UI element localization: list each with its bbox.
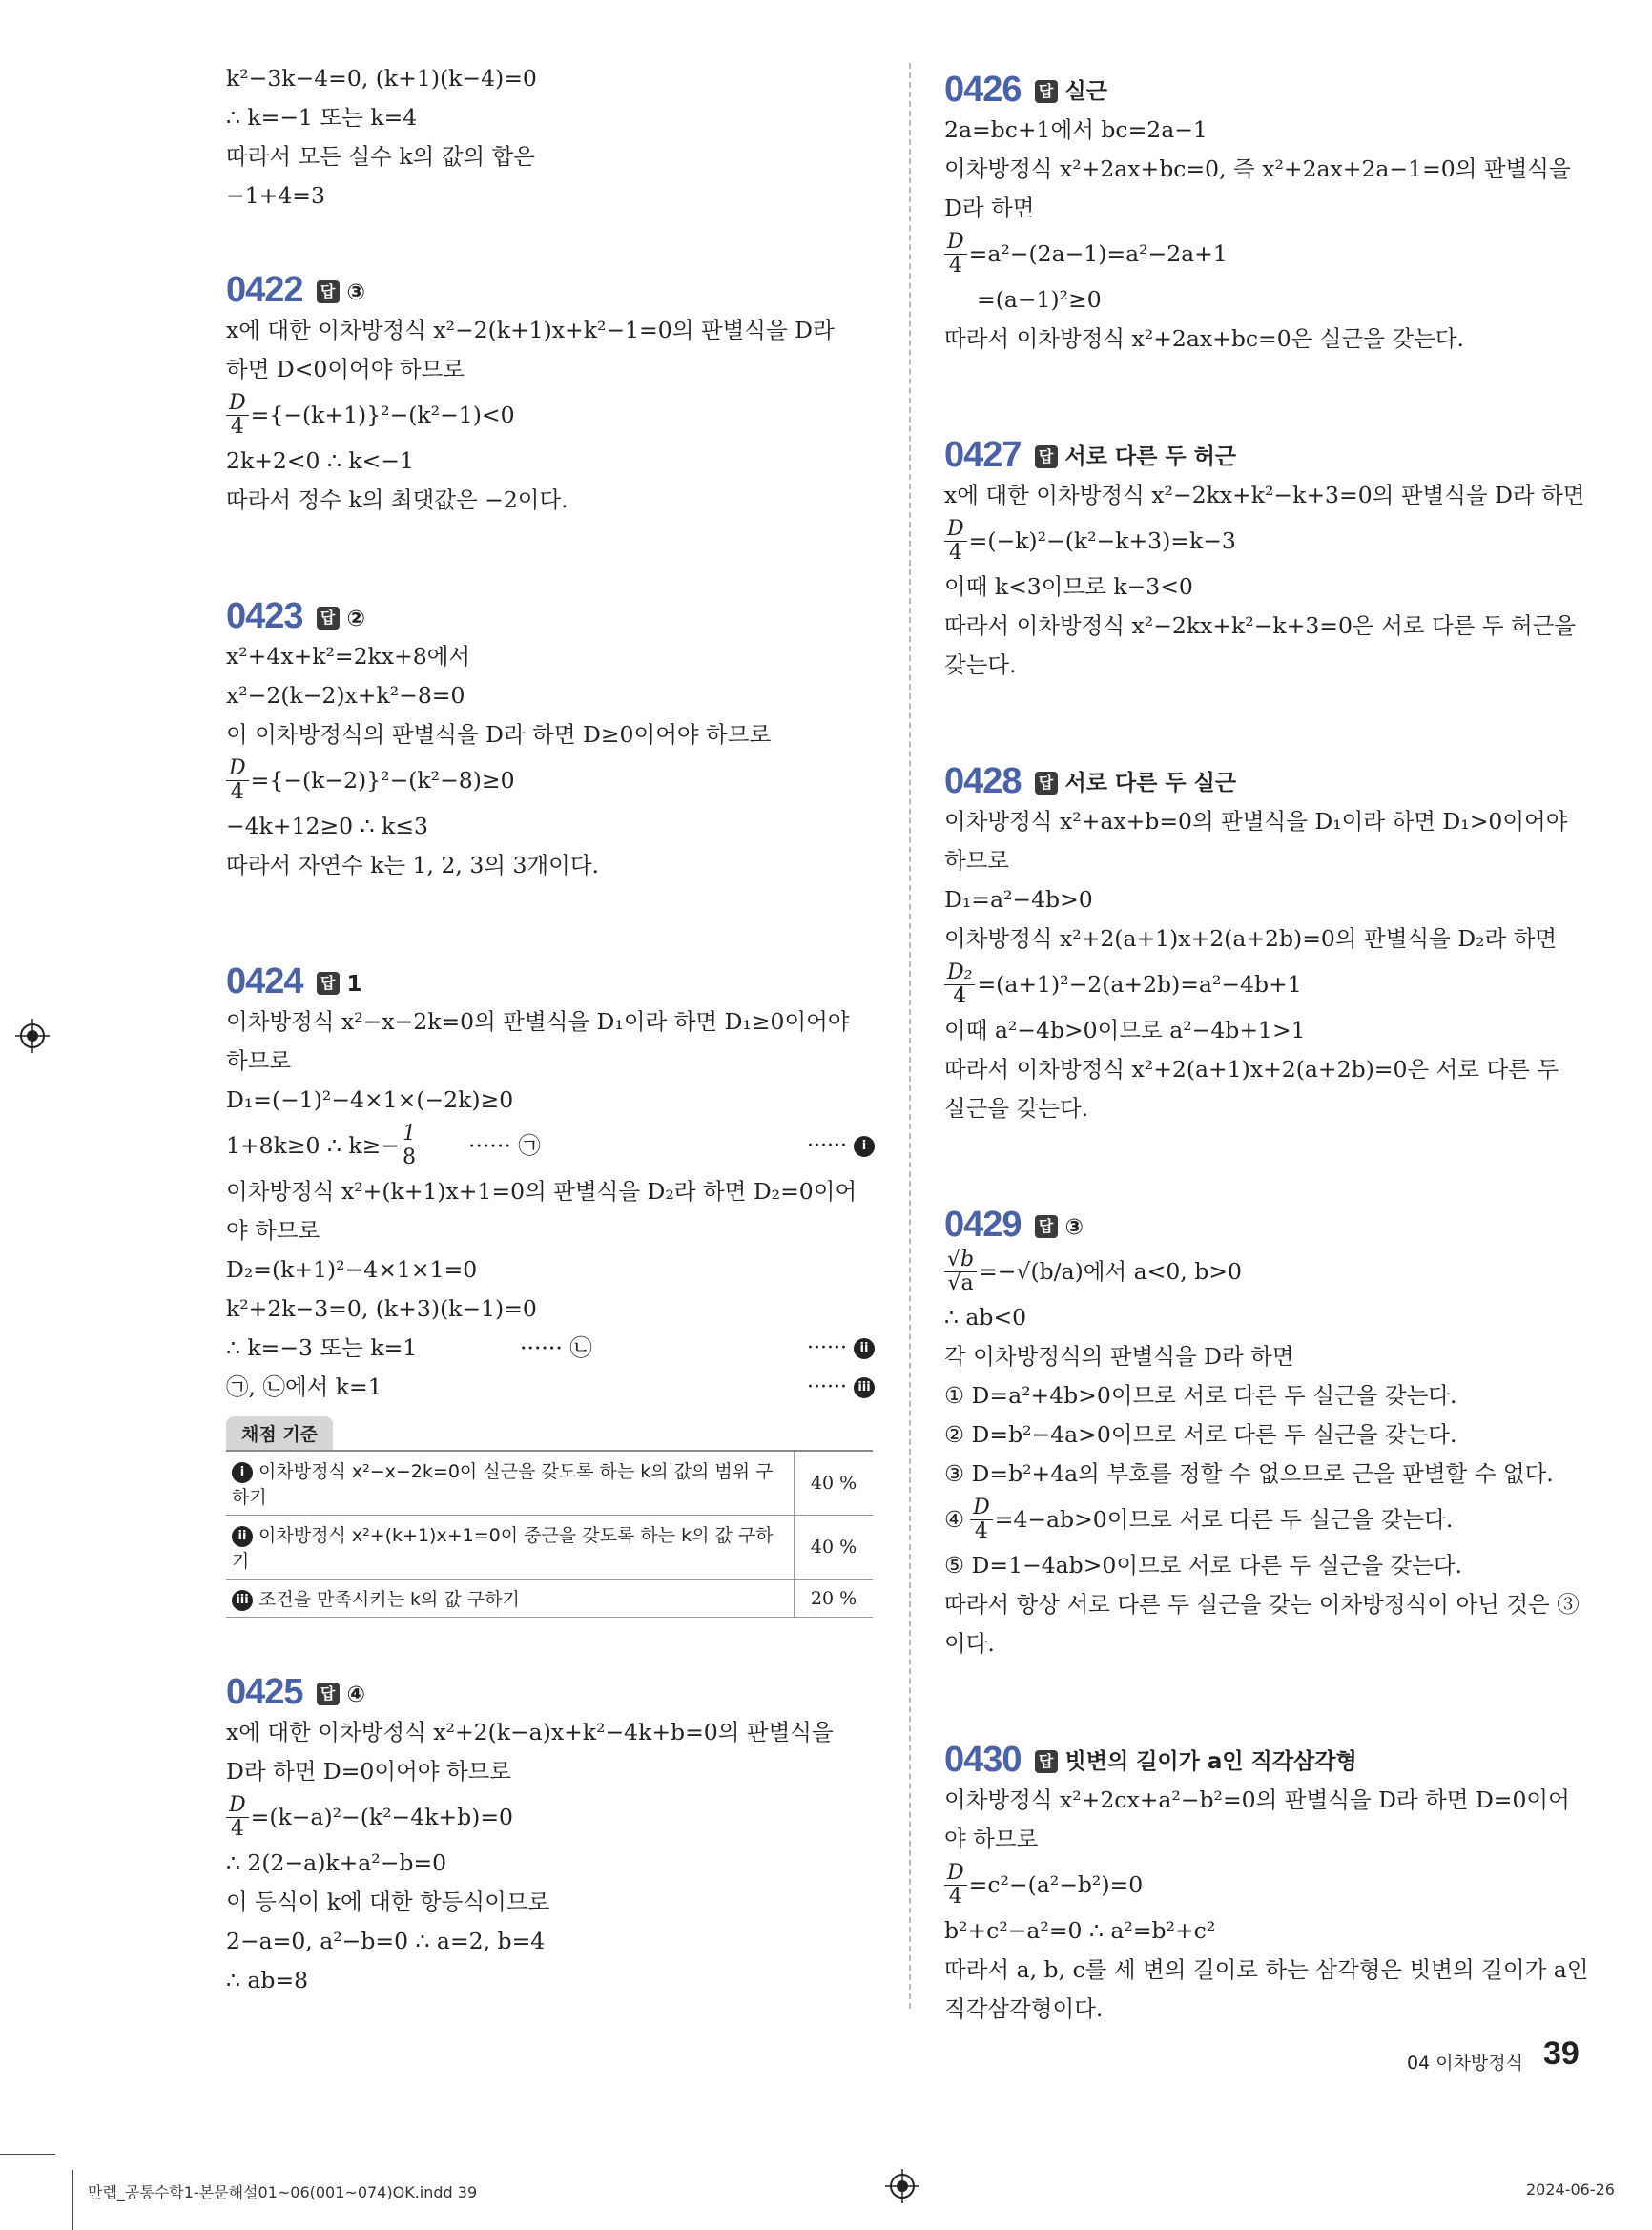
problem-header-0425 [226,1656,875,1711]
answer-badge: 답 [317,280,340,303]
fraction-line [226,1791,875,1844]
fraction-line [944,1246,1593,1298]
problem-number: 0426 [944,70,1022,110]
grading-criterion: iii 조건을 만족시키는 k의 값 구하기 [226,1580,795,1618]
step-marker-ii: ······ ii [807,1329,875,1368]
answer-badge: 답 [1035,1750,1058,1773]
trim-mark [0,2154,55,2155]
answer-text: ③ [1064,1215,1084,1240]
solution-line: 따라서 이차방정식 x²+2(a+1)x+2(a+2b)=0은 서로 다른 두 [944,1056,1559,1083]
answer-text: 빗변의 길이가 a인 직각삼각형 [1064,1749,1357,1774]
reference-mark: ······ ㉠ [468,1132,541,1159]
answer-text: 1 [346,972,362,997]
fraction: $\frac{1}{8}$ [400,1123,419,1169]
answer-text: ④ [346,1683,366,1707]
solution-line: b²+c²−a²=0 ∴ a²=b²+c² [944,1917,1216,1944]
answer-text: 서로 다른 두 실근 [1064,771,1237,795]
problem-header-0424 [226,945,875,1001]
solution-line: ={−(k−2)}²−(k²−8)≥0 [250,767,515,794]
step-iii-icon: iii [854,1377,875,1398]
fraction: $\frac{D}{4}$ [944,1862,967,1909]
solution-line: ② D=b²−4a>0이므로 서로 다른 두 실근을 갖는다. [944,1421,1457,1448]
solution-line: x에 대한 이차방정식 x²+2(k−a)x+k²−4k+b=0의 판별식을 [226,1719,834,1745]
answer-badge: 답 [1035,80,1058,103]
problem-number: 0422 [226,270,303,310]
registration-mark-icon [885,2169,919,2203]
solution-line: 직각삼각형이다. [944,1995,1104,2022]
solution-line: D₁=(−1)²−4×1×(−2k)≥0 [226,1086,514,1113]
solution-line: ∴ k=−3 또는 k=1 ······ ㉡ ······ ii [226,1329,875,1368]
answer-badge: 답 [1035,445,1058,468]
solution-line: 이다. [944,1630,995,1657]
solution-line: ⑤ D=1−4ab>0이므로 서로 다른 두 실근을 갖는다. [944,1552,1462,1579]
problem-number: 0427 [944,435,1022,475]
solution-line: 이차방정식 x²−x−2k=0의 판별식을 D₁이라 하면 D₁≥0이어야 [226,1008,850,1035]
table-row [226,1451,873,1516]
solution-line: 이 이차방정식의 판별식을 D라 하면 D≥0이어야 하므로 [226,721,772,748]
solution-line: =−√(b/a)에서 a<0, b>0 [979,1258,1242,1285]
fraction-line [944,1859,1593,1911]
fraction: $\frac{D}{4}$ [226,757,249,804]
registration-mark-icon [15,1019,50,1053]
step-i-icon: i [854,1136,875,1157]
solution-line: 이 등식이 k에 대한 항등식이므로 [226,1889,550,1915]
fraction-line [944,228,1593,280]
problem-header-0428 [944,745,1593,800]
grading-criterion: ii 이차방정식 x²+(k+1)x+1=0이 중근을 갖도록 하는 k의 값 구하기 [226,1516,795,1580]
step-marker-iii: ······ iii [807,1368,875,1407]
fraction-line [944,515,1593,568]
answer-text: 서로 다른 두 허근 [1064,444,1237,469]
fraction: $\frac{D}{4}$ [226,1794,249,1841]
problem-header-0426 [944,53,1593,109]
grading-percent: 40 % [795,1516,874,1580]
file-name-label: 만렙_공통수학1-본문해설01~06(001~074)OK.indd 39 [88,2183,478,2201]
date-label: 2024-06-26 [1526,2180,1615,2199]
solution-line: D라 하면 [944,195,1035,221]
solution-line: ={−(k+1)}²−(k²−1)<0 [250,402,515,428]
problem-number: 0424 [226,961,303,1001]
problem-header-0429 [944,1188,1593,1244]
solution-line: 하므로 [226,1047,292,1074]
answer-badge: 답 [1035,772,1058,795]
solution-line: −4k+12≥0 ∴ k≤3 [226,813,428,839]
problem-header-0423 [226,580,875,635]
grading-criterion: i 이차방정식 x²−x−2k=0이 실근을 갖도록 하는 k의 값의 범위 구하기 [226,1451,795,1516]
solution-line: =(k−a)²−(k²−4k+b)=0 [250,1804,513,1830]
solution-line: D₁=a²−4b>0 [944,886,1093,913]
fraction: $\frac{√b}{√a}$ [944,1249,977,1295]
fraction-line [944,959,1593,1011]
page-number: 39 [1543,2035,1580,2072]
solution-line: D라 하면 D=0이어야 하므로 [226,1758,512,1785]
fraction-line [226,754,875,807]
intro-line: 따라서 모든 실수 k의 값의 합은 [226,143,536,170]
solution-line: 따라서 a, b, c를 세 변의 길이로 하는 삼각형은 빗변의 길이가 a인 [944,1956,1589,1983]
solution-line: 야 하므로 [226,1217,320,1244]
solution-line: 2k+2<0 ∴ k<−1 [226,447,414,474]
solution-line: 이차방정식 x²+2cx+a²−b²=0의 판별식을 D라 하면 D=0이어 [944,1786,1570,1813]
solution-line: 야 하므로 [944,1826,1039,1852]
right-column [944,59,1593,2029]
fraction: $\frac{\text{D₂}}{4}$ [944,961,975,1008]
grading-table [226,1450,873,1618]
solution-line: 이때 a²−4b>0이므로 a²−4b+1>1 [944,1017,1306,1043]
solution-line: 이차방정식 x²+(k+1)x+1=0의 판별식을 D₂라 하면 D₂=0이어 [226,1178,857,1205]
solution-line: ∴ ab<0 [944,1304,1027,1331]
table-row [226,1516,873,1580]
trim-mark [72,2170,73,2230]
solution-line: 1+8k≥0 ∴ k≥− [226,1132,400,1159]
fraction-line [226,389,875,442]
problem-header-0422 [226,254,875,309]
solution-line: 갖는다. [944,651,1017,678]
grading-percent: 20 % [795,1580,874,1618]
solution-line: 하면 D<0이어야 하므로 [226,356,465,382]
solution-line: 2a=bc+1에서 bc=2a−1 [944,116,1208,143]
reference-mark: ······ ㉡ [520,1334,592,1361]
step-iii-icon: iii [232,1590,253,1611]
solution-line: D₂=(k+1)²−4×1×1=0 [226,1256,478,1283]
column-divider [909,63,911,2009]
answer-badge: 답 [1035,1215,1058,1238]
step-i-icon: i [232,1462,253,1483]
solution-line: x²+4x+k²=2kx+8에서 [226,643,471,670]
fraction: $\frac{D}{4}$ [944,518,967,565]
solution-line: ① D=a²+4b>0이므로 서로 다른 두 실근을 갖는다. [944,1382,1457,1409]
solution-line: 이차방정식 x²+2(a+1)x+2(a+2b)=0의 판별식을 D₂라 하면 [944,925,1558,952]
solution-line: 따라서 자연수 k는 1, 2, 3의 3개이다. [226,852,599,878]
fraction: $\frac{D}{4}$ [944,231,967,278]
solution-line: 따라서 항상 서로 다른 두 실근을 갖는 이차방정식이 아닌 것은 ③ [944,1591,1580,1618]
solution-line: 따라서 정수 k의 최댓값은 −2이다. [226,486,568,513]
solution-line: x에 대한 이차방정식 x²−2(k+1)x+k²−1=0의 판별식을 D라 [226,317,835,343]
problem-number: 0430 [944,1740,1022,1780]
solution-line: 따라서 이차방정식 x²−2kx+k²−k+3=0은 서로 다른 두 허근을 [944,612,1577,639]
fraction: $\frac{D}{4}$ [226,392,249,439]
problem-number: 0429 [944,1205,1022,1245]
solution-line: =c²−(a²−b²)=0 [968,1871,1144,1898]
solution-line: 이때 k<3이므로 k−3<0 [944,573,1193,600]
chapter-label: 04 이차방정식 [1407,2053,1523,2074]
problem-number: 0428 [944,761,1022,801]
solution-line: ㉠, ㉡에서 k=1 ······ iii [226,1368,875,1407]
solution-line: 하므로 [944,847,1010,874]
intro-line: k²−3k−4=0, (k+1)(k−4)=0 [226,65,537,92]
step-ii-icon: ii [232,1526,253,1547]
step-ii-icon: ii [854,1338,875,1359]
table-row [226,1580,873,1618]
problem-number: 0425 [226,1672,303,1712]
answer-text: ② [346,607,366,631]
grading-percent: 40 % [795,1451,874,1516]
answer-badge: 답 [317,972,340,995]
solution-line: 이차방정식 x²+2ax+bc=0, 즉 x²+2ax+2a−1=0의 판별식을 [944,155,1571,182]
solution-line: ∴ 2(2−a)k+a²−b=0 [226,1849,447,1876]
solution-line: =4−ab>0이므로 서로 다른 두 실근을 갖는다. [994,1506,1454,1533]
answer-text: 실근 [1064,79,1107,104]
solution-line: ∴ ab=8 [226,1967,309,1993]
problem-number: 0423 [226,596,303,636]
fraction-line [226,1120,875,1172]
left-column [226,59,875,2000]
solution-line: x²−2(k−2)x+k²−8=0 [226,682,465,709]
solution-line: 이차방정식 x²+ax+b=0의 판별식을 D₁이라 하면 D₁>0이어야 [944,808,1568,835]
solution-line: 실근을 갖는다. [944,1095,1089,1122]
choice-marker: ④ [944,1506,965,1533]
answer-text: ③ [346,280,366,305]
solution-line: ③ D=b²+4a의 부호를 정할 수 없으므로 근을 판별할 수 없다. [944,1460,1554,1487]
solution-line: =(a−1)²≥0 [977,286,1102,313]
problem-header-0427 [944,419,1593,474]
answer-badge: 답 [317,1683,340,1705]
intro-line: −1+4=3 [226,182,325,209]
grading-criteria-label: 채점 기준 [226,1416,333,1450]
step-marker-i: ······ i [807,1120,875,1172]
solution-line: 2−a=0, a²−b=0 ∴ a=2, b=4 [226,1928,546,1954]
solution-line: =a²−(2a−1)=a²−2a+1 [968,240,1228,267]
fraction-line [944,1494,1593,1546]
solution-line: k²+2k−3=0, (k+3)(k−1)=0 [226,1295,537,1322]
fraction: $\frac{D}{4}$ [970,1497,993,1543]
solution-line: 따라서 이차방정식 x²+2ax+bc=0은 실근을 갖는다. [944,325,1464,352]
solution-line: 각 이차방정식의 판별식을 D라 하면 [944,1343,1294,1370]
solution-line: =(−k)²−(k²−k+3)=k−3 [968,527,1236,554]
solution-line: =(a+1)²−2(a+2b)=a²−4b+1 [977,971,1302,998]
problem-header-0430 [944,1724,1593,1779]
solution-line: x에 대한 이차방정식 x²−2kx+k²−k+3=0의 판별식을 D라 하면 [944,482,1585,508]
intro-line: ∴ k=−1 또는 k=4 [226,104,418,131]
answer-badge: 답 [317,607,340,630]
